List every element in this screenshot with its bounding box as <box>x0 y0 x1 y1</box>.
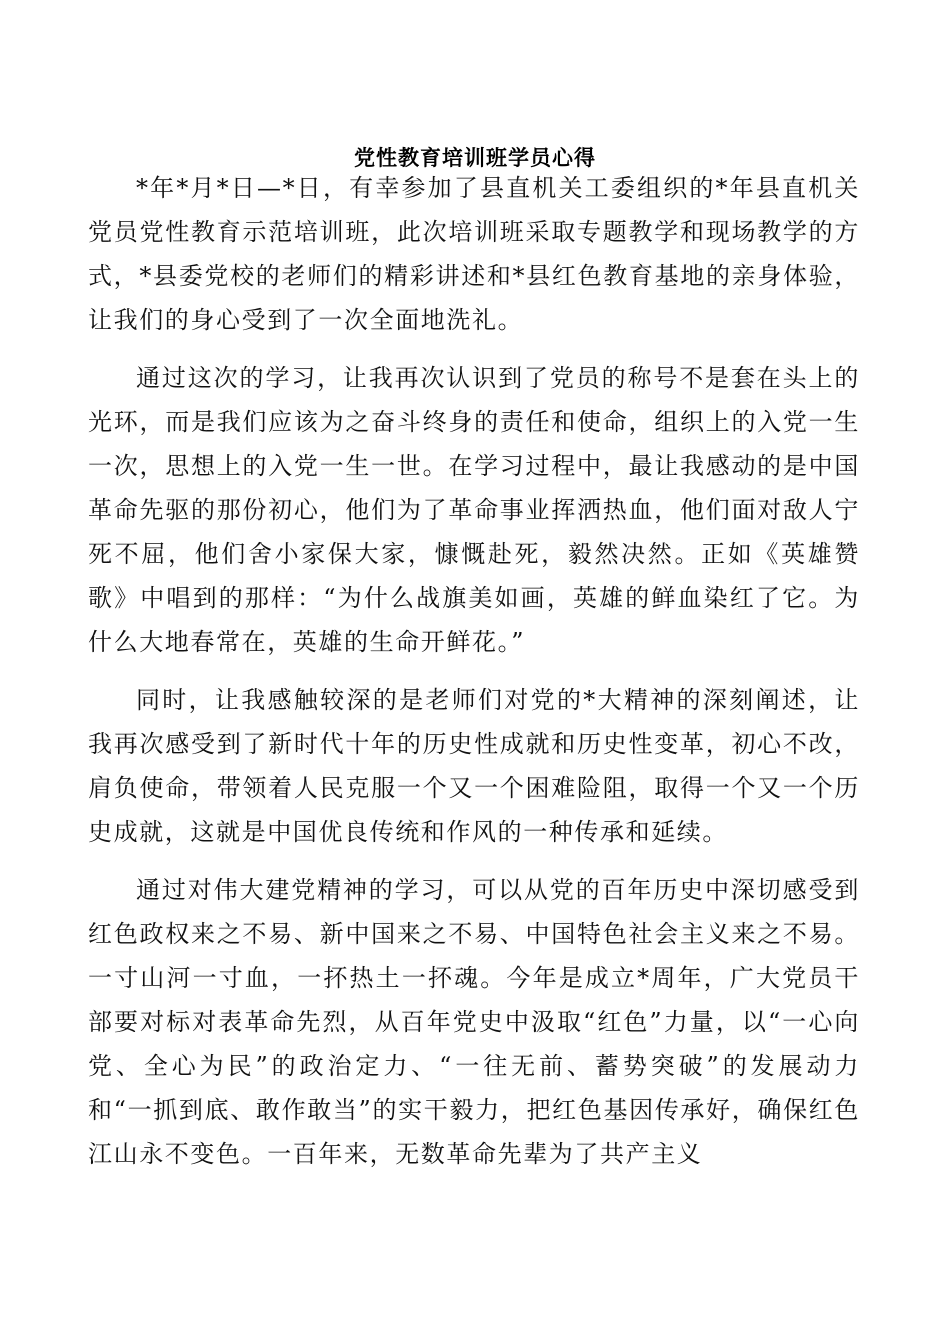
paragraph-3: 同时，让我感触较深的是老师们对党的*大精神的深刻阐述，让我再次感受到了新时代十年的历史性成就和历史性变革，初心不改，肩负使命，带领着人民克服一个又一个困难险阻，取得一个又一个历史成就，这就是中国优良传统和作风的一种传承和延续。 <box>88 686 860 846</box>
paragraph-4: 通过对伟大建党精神的学习，可以从党的百年历史中深切感受到红色政权来之不易、新中国来之不易、中国特色社会主义来之不易。一寸山河一寸血，一抔热土一抔魂。今年是成立*周年，广大党员干部要对标对表革命先烈，从百年党史中汲取“红色”力量，以“一心向党、全心为民”的政治定力、“一往无前、蓄势突破”的发展动力和“一抓到底、敢作敢当”的实干毅力，把红色基因传承好，确保红色江山永不变色。一百年来，无数革命先辈为了共产主义 <box>88 876 860 1168</box>
document-title: 党性教育培训班学员心得 <box>354 145 596 170</box>
document-body <box>88 166 860 1176</box>
paragraph-1: *年*月*日—*日，有幸参加了县直机关工委组织的*年县直机关党员党性教育示范培训班，此次培训班采取专题教学和现场教学的方式，*县委党校的老师们的精彩讲述和*县红色教育基地的亲身体验，让我们的身心受到了一次全面地洗礼。 <box>88 174 860 334</box>
paragraph-2: 通过这次的学习，让我再次认识到了党员的称号不是套在头上的光环，而是我们应该为之奋斗终身的责任和使命，组织上的入党一生一次，思想上的入党一生一世。在学习过程中，最让我感动的是中国革命先驱的那份初心，他们为了革命事业挥洒热血，他们面对敌人宁死不屈，他们舍小家保大家，慷慨赴死，毅然决然。正如《英雄赞歌》中唱到的那样：“为什么战旗美如画，英雄的鲜血染红了它。为什么大地春常在，英雄的生命开鲜花。” <box>88 364 860 656</box>
